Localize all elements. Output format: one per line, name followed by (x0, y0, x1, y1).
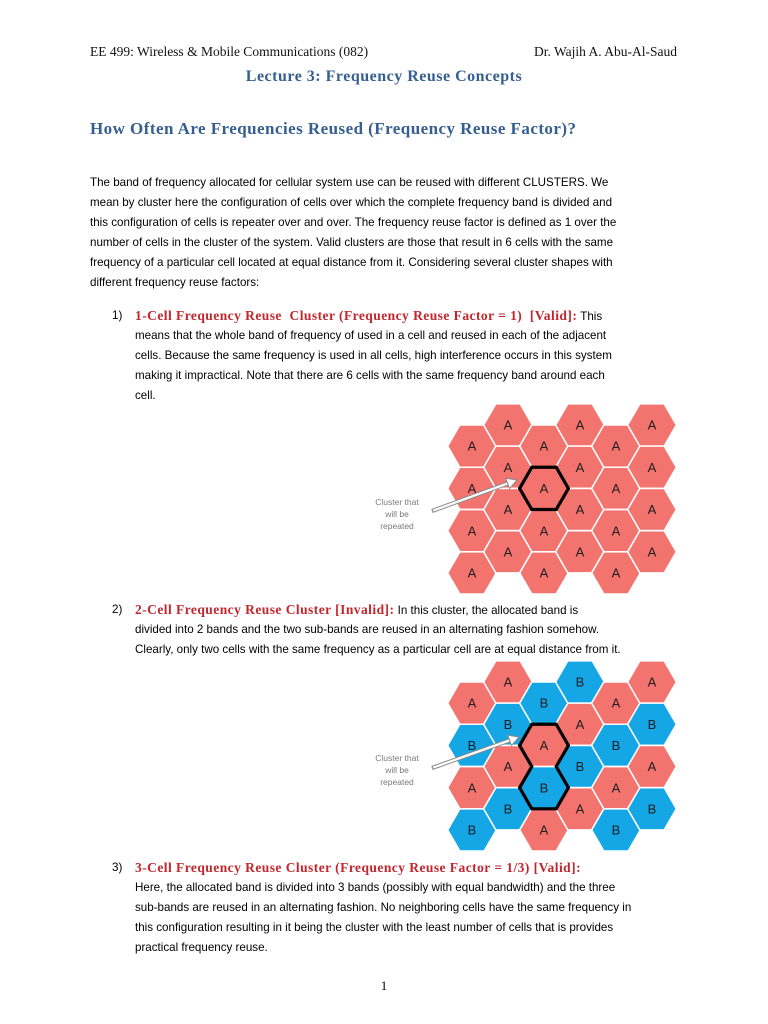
hex-cell-label: B (467, 737, 477, 753)
hex-cell-label: B (611, 822, 621, 838)
page-number: 1 (380, 978, 388, 993)
hex-cell-label: B (611, 737, 621, 753)
hex-cell-label: A (647, 759, 657, 775)
list-item-3-cell-cluster (112, 858, 682, 958)
hex-cell-label: A (539, 480, 549, 496)
hex-cell-label: A (503, 502, 513, 518)
hex-cell-label: A (575, 716, 585, 732)
hex-cell-label: B (539, 780, 549, 796)
cluster-label-line: repeated (380, 521, 414, 531)
hex-cell-label: A (611, 523, 621, 539)
hex-cell-label: A (467, 565, 477, 581)
hex-cell-label: A (467, 695, 477, 711)
item-text-line: cell. (135, 389, 156, 402)
item-first-line (135, 306, 682, 326)
hex-cell-label: A (467, 780, 477, 796)
list-item-1-cell-cluster (112, 306, 682, 406)
paragraph-line: mean by cluster here the configuration of cells over which the complete frequency band is divided and (90, 196, 613, 209)
hex-cell-label: A (467, 480, 477, 496)
lecture-title: Lecture 3: Frequency Reuse Concepts (245, 68, 523, 85)
hex-cell-label: B (467, 822, 477, 838)
hex-cell-label: B (647, 716, 657, 732)
hex-cell-label: A (647, 459, 657, 475)
hex-cell-label: A (611, 438, 621, 454)
hex-cell-label: A (539, 565, 549, 581)
item-title: 3-Cell Frequency Reuse Cluster (Frequency Reuse Factor = 1/3) [Valid]: (135, 860, 582, 875)
item-text-line: this configuration resulting in it being the cluster with the least number of cells that is provides (135, 921, 614, 934)
hex-cell-label: A (611, 695, 621, 711)
hex-cell-label: A (467, 438, 477, 454)
hex-cell-label: B (539, 695, 549, 711)
hex-cell-label: A (575, 801, 585, 817)
hex-cell-label: A (611, 780, 621, 796)
item-text-line: means that the whole band of frequency of used in a cell and reused in each of the adjacent (135, 329, 607, 342)
hex-cell-label: A (575, 544, 585, 560)
paragraph-line: number of cells in the cluster of the system. Valid clusters are those that result in 6 cells with the same (90, 236, 614, 249)
hex-cell-label: A (647, 544, 657, 560)
item-text-line: Clearly, only two cells with the same frequency as a particular cell are at equal distance from it. (135, 643, 621, 656)
item-text-line: sub-bands are reused in an alternating fashion. No neighboring cells have the same frequency in (135, 901, 632, 914)
list-number: 2) (112, 603, 123, 616)
hex-cell-label: B (503, 716, 513, 732)
figure-1-cell-cluster-diagram (360, 396, 690, 600)
hex-cell-label: A (539, 737, 549, 753)
hex-cell-label: A (611, 480, 621, 496)
hex-cell-label: A (575, 459, 585, 475)
hex-cell-label: A (611, 565, 621, 581)
paragraph-line: frequency of a particular cell located at equal distance from it. Considering several cluster shapes with (90, 256, 613, 269)
hex-cell-label: A (539, 523, 549, 539)
paragraph-line: this configuration of cells is repeater over and over. The frequency reuse factor is defined as 1 over the (90, 216, 617, 229)
intro-paragraph (90, 173, 616, 293)
paragraph-line: The band of frequency allocated for cellular system use can be reused with different CLUSTERS. We (90, 176, 609, 189)
hex-cell-label: B (647, 801, 657, 817)
list-number: 3) (112, 861, 123, 874)
figure-2-cell-cluster-diagram (360, 656, 690, 856)
item-text-line: divided into 2 bands and the two sub-bands are reused in an alternating fashion somehow. (135, 623, 600, 636)
hex-cell-label: A (539, 822, 549, 838)
hex-cell-label: B (575, 759, 585, 775)
item-first-line (135, 600, 682, 620)
hex-cell-label: A (467, 523, 477, 539)
hex-cell-label: B (503, 801, 513, 817)
cluster-label-line: will be (385, 765, 409, 775)
cluster-label-line: repeated (380, 777, 414, 787)
list-item-body (135, 600, 682, 660)
hex-cell-label: A (575, 502, 585, 518)
hex-cell-label: A (539, 438, 549, 454)
list-number: 1) (112, 309, 123, 322)
cluster-label-line: Cluster that (375, 753, 419, 763)
hex-cell-label: A (503, 544, 513, 560)
item-title-tail: In this cluster, the allocated band is (394, 604, 579, 617)
item-title: 1-Cell Frequency Reuse Cluster (Frequency Reuse Factor = 1) [Valid]: (135, 308, 578, 323)
item-title: 2-Cell Frequency Reuse Cluster [Invalid]: (135, 602, 395, 617)
hex-cell-label: A (647, 417, 657, 433)
hex-cell-label: A (647, 674, 657, 690)
cluster-label-line: will be (385, 509, 409, 519)
item-text-line: Here, the allocated band is divided into 3 bands (possibly with equal bandwidth) and the three (135, 881, 616, 894)
header-course: EE 499: Wireless & Mobile Communications (082) (90, 44, 369, 59)
section-heading: How Often Are Frequencies Reused (Frequency Reuse Factor)? (90, 119, 577, 138)
item-first-line (135, 858, 682, 878)
hex-cell-label: A (647, 502, 657, 518)
item-text-line: cells. Because the same frequency is used in all cells, high interference occurs in this system (135, 349, 612, 362)
header-instructor: Dr. Wajih A. Abu-Al-Saud (533, 44, 677, 59)
item-title-tail: This (577, 310, 603, 323)
hex-cell-label: A (503, 759, 513, 775)
paragraph-line: different frequency reuse factors: (90, 276, 260, 289)
cluster-label-line: Cluster that (375, 497, 419, 507)
list-item-2-cell-cluster (112, 600, 682, 660)
hex-cell-label: A (575, 417, 585, 433)
hex-cell-label: A (503, 417, 513, 433)
hex-cell-label: B (575, 674, 585, 690)
hex-cell-label: A (503, 459, 513, 475)
list-item-body (135, 306, 682, 406)
list-item-body (135, 858, 682, 958)
hex-cell-label: A (503, 674, 513, 690)
item-text-line: making it impractical. Note that there are 6 cells with the same frequency band around each (135, 369, 605, 382)
item-text-line: practical frequency reuse. (135, 941, 268, 954)
